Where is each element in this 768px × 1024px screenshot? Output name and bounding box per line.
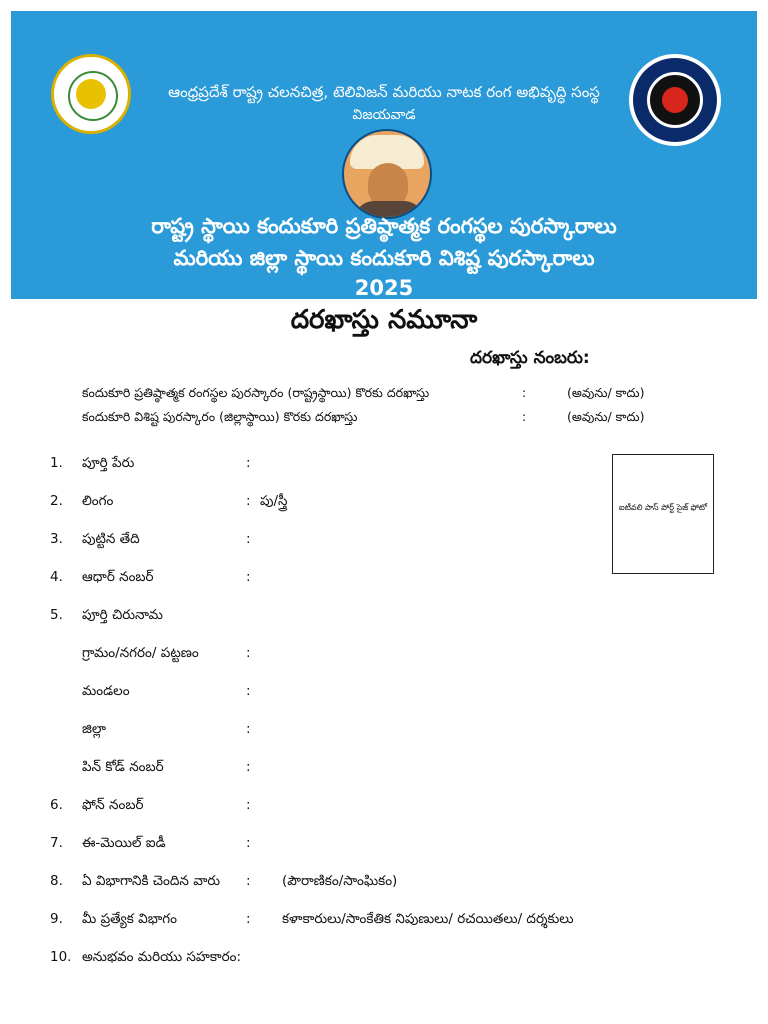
organization-title: ఆంధ్రప్రదేశ్ రాష్ట్ర చలనచిత్ర, టెలివిజన్ మరియు నాటక రంగ అభివృద్ధి సంస్థ [168, 83, 600, 101]
field-number: 10. [50, 949, 72, 965]
field-label: పుట్టిన తేది [82, 531, 140, 547]
category-colon: : [522, 385, 527, 400]
field-label: ఏ విభాగానికి చెందిన వారు [82, 873, 221, 889]
field-colon: : [246, 759, 251, 775]
field-label: ఫోన్ నంబర్ [82, 797, 144, 813]
field-label: పిన్ కోడ్ నంబర్ [82, 759, 164, 775]
field-label: మీ ప్రత్యేక విభాగం [82, 911, 177, 927]
award-title-line1: రాష్ట్ర స్థాయి కందుకూరి ప్రతిష్ఠాత్మక రంగస్థల పురస్కారాలు [151, 214, 617, 238]
category-label: కందుకూరి ప్రతిష్ఠాత్మక రంగస్థల పురస్కారం (రాష్ట్రస్థాయి) కొరకు దరఖాస్తు [82, 385, 430, 400]
photo-box-label: ఐటీవలి పాస్ పోర్ట్ సైజ్ ఫోటో [618, 503, 708, 512]
field-value: పు/స్త్రీ [260, 493, 288, 509]
field-colon: : [246, 531, 251, 547]
field-label: అనుభవం మరియు సహకారం: [82, 949, 242, 965]
category-label: కందుకూరి విశిష్ట పురస్కారం (జిల్లాస్థాయి) కొరకు దరఖాస్తు [82, 409, 358, 424]
kandukuri-portrait-image [342, 129, 432, 219]
field-number: 6. [50, 797, 63, 813]
field-label: పూర్తి పేరు [82, 455, 135, 471]
field-label: గ్రామం/నగరం/ పట్టణం [82, 645, 199, 661]
header-banner [11, 11, 757, 299]
field-colon: : [246, 569, 251, 585]
organization-city: విజయవాడ [352, 107, 416, 123]
field-number: 1. [50, 455, 63, 471]
field-number: 7. [50, 835, 63, 851]
field-colon: : [246, 835, 251, 851]
field-number: 2. [50, 493, 63, 509]
category-colon: : [522, 409, 527, 424]
field-value: (పౌరాణికం/సాంఘికం) [282, 873, 398, 889]
field-number: 5. [50, 607, 63, 623]
field-colon: : [246, 873, 251, 889]
field-colon: : [246, 721, 251, 737]
field-label: లింగం [82, 493, 114, 509]
film-corporation-logo [629, 54, 721, 146]
field-colon: : [246, 797, 251, 813]
field-colon: : [246, 683, 251, 699]
award-title-line2: మరియు జిల్లా స్థాయి కందుకూరి విశిష్ట పురస్కారాలు [173, 246, 595, 270]
field-label: జిల్లా [82, 721, 107, 737]
field-label: ఈ-మెయిల్ ఐడీ [82, 835, 166, 851]
field-colon: : [246, 455, 251, 471]
application-number-label: దరఖాస్తు నంబరు: [470, 348, 590, 368]
category-options[interactable]: (అవును/ కాదు) [567, 409, 645, 424]
form-title: దరఖాస్తు నమూనా [290, 305, 478, 335]
category-options[interactable]: (అవును/ కాదు) [567, 385, 645, 400]
field-number: 8. [50, 873, 63, 889]
field-number: 9. [50, 911, 63, 927]
field-colon: : [246, 911, 251, 927]
passport-photo-box[interactable] [612, 454, 714, 574]
field-colon: : [246, 493, 251, 509]
field-value: కళాకారులు/సాంకేతిక నిపుణులు/ రచయితలు/ దర్శకులు [282, 911, 574, 927]
ap-state-emblem-logo [51, 54, 131, 134]
field-number: 4. [50, 569, 63, 585]
field-colon: : [246, 645, 251, 661]
field-label: ఆధార్ నంబర్ [82, 569, 154, 585]
field-label: మండలం [82, 683, 130, 699]
award-year: 2025 [354, 276, 414, 300]
field-number: 3. [50, 531, 63, 547]
field-label: పూర్తి చిరునామ [82, 607, 163, 623]
